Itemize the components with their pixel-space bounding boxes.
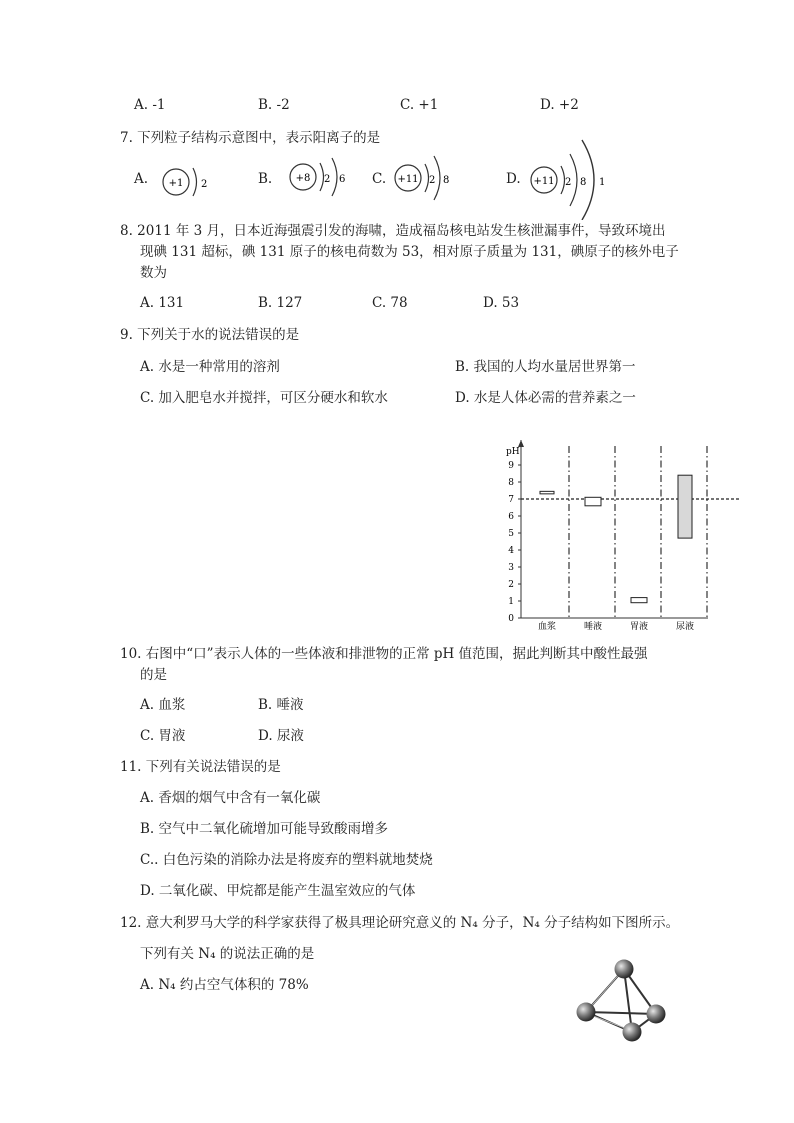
q7-option-c-label: C. xyxy=(372,171,387,187)
ph-range-bar-4 xyxy=(678,475,692,538)
atom-structure-c-diagram xyxy=(392,150,472,206)
y-tick-label: 0 xyxy=(508,614,514,624)
y-tick-label: 5 xyxy=(508,529,514,539)
atom-structure-a-diagram xyxy=(158,160,218,204)
q8-stem-line-1: 8. 2011 年 3 月，日本近海强震引发的海啸，造成福岛核电站发生核泄漏事件，导致环境出 xyxy=(120,223,666,239)
q11-option-b[interactable]: B. 空气中二氧化硫增加可能导致酸雨增多 xyxy=(140,821,389,837)
q10-option-d[interactable]: D. 尿液 xyxy=(258,728,304,744)
q9-stem: 9. 下列关于水的说法错误的是 xyxy=(120,327,300,343)
q10-stem-line-2: 的是 xyxy=(140,667,167,683)
nucleus-charge: +8 xyxy=(295,173,311,184)
q12-option-a[interactable]: A. N₄ 约占空气体积的 78% xyxy=(140,977,309,993)
q10-stem-line-1: 10. 右图中“口”表示人体的一些体液和排泄物的正常 pH 值范围，据此判断其中酸性最强 xyxy=(120,646,648,662)
nucleus-charge: +11 xyxy=(533,176,555,187)
q10-option-b[interactable]: B. 唾液 xyxy=(258,697,304,713)
x-category-label: 胃液 xyxy=(629,622,649,632)
x-category-label: 唾液 xyxy=(583,622,603,632)
q11-stem: 11. 下列有关说法错误的是 xyxy=(120,759,281,775)
shell-electrons: 8 xyxy=(580,177,587,188)
y-tick-label: 8 xyxy=(508,478,514,488)
atom-structure-d-diagram xyxy=(528,136,612,220)
y-tick-label: 6 xyxy=(508,512,514,522)
nucleus-charge: +1 xyxy=(168,178,184,189)
nitrogen-atom xyxy=(577,1003,596,1022)
nitrogen-atom xyxy=(647,1005,666,1024)
electron-shell-arc xyxy=(332,158,337,196)
y-tick-label: 2 xyxy=(508,580,514,590)
y-tick-label: 1 xyxy=(508,597,514,607)
x-category-label: 尿液 xyxy=(675,622,695,632)
shell-electrons: 2 xyxy=(429,175,436,186)
ph-range-chart xyxy=(498,438,744,634)
n4-molecule-structure-diagram xyxy=(574,956,668,1048)
electron-shell-arc xyxy=(425,164,429,192)
q8-stem-line-3: 数为 xyxy=(140,265,167,281)
q7-option-b-label: B. xyxy=(258,171,273,187)
q11-option-d[interactable]: D. 二氧化碳、甲烷都是能产生温室效应的气体 xyxy=(140,883,416,899)
electron-shell-arc xyxy=(320,163,324,191)
q12-stem-line-2: 下列有关 N₄ 的说法正确的是 xyxy=(140,946,315,962)
q11-option-a[interactable]: A. 香烟的烟气中含有一氧化碳 xyxy=(140,790,321,806)
q7-option-d-label: D. xyxy=(506,171,521,187)
q8-option-b[interactable]: B. 127 xyxy=(258,295,303,311)
shell-electrons: 8 xyxy=(443,175,450,186)
atom-structure-b-diagram xyxy=(286,155,356,201)
ph-range-bar-1 xyxy=(540,491,554,494)
shell-electrons: 1 xyxy=(599,177,606,188)
q10-option-c[interactable]: C. 胃液 xyxy=(140,728,186,744)
q6-option-d[interactable]: D. +2 xyxy=(540,97,579,113)
shell-electrons: 6 xyxy=(339,174,346,185)
q11-option-c[interactable]: C.. 白色污染的消除办法是将废弃的塑料就地焚烧 xyxy=(140,852,433,868)
q9-option-a[interactable]: A. 水是一种常用的溶剂 xyxy=(140,359,280,375)
q9-option-d[interactable]: D. 水是人体必需的营养素之一 xyxy=(455,390,636,406)
nitrogen-atom xyxy=(623,1023,642,1042)
y-tick-label: 7 xyxy=(508,495,514,505)
q9-option-b[interactable]: B. 我国的人均水量居世界第一 xyxy=(455,359,636,375)
q8-stem-line-2: 现碘 131 超标，碘 131 原子的核电荷数为 53，相对原子质量为 131，碘原子的核外电子 xyxy=(140,244,679,260)
q6-option-c[interactable]: C. +1 xyxy=(400,97,439,113)
q7-option-a-label: A. xyxy=(134,171,149,187)
q6-option-a[interactable]: A. -1 xyxy=(134,97,166,113)
q7-stem: 7. 下列粒子结构示意图中，表示阳离子的是 xyxy=(120,130,381,146)
ph-range-bar-2 xyxy=(585,497,601,506)
shell-electrons: 2 xyxy=(324,174,331,185)
nitrogen-atom xyxy=(615,960,634,979)
q8-option-a[interactable]: A. 131 xyxy=(140,295,185,311)
electron-shell-arc xyxy=(561,166,565,194)
shell-electrons: 2 xyxy=(201,179,208,190)
x-category-label: 血浆 xyxy=(537,622,557,632)
y-tick-label: 9 xyxy=(508,461,514,471)
y-tick-label: 4 xyxy=(508,546,514,556)
q12-stem-line-1: 12. 意大利罗马大学的科学家获得了极具理论研究意义的 N₄ 分子，N₄ 分子结构如下图所示。 xyxy=(120,915,680,931)
q8-option-c[interactable]: C. 78 xyxy=(372,295,408,311)
q6-option-b[interactable]: B. -2 xyxy=(258,97,290,113)
y-axis-label: pH xyxy=(506,447,520,457)
y-axis-arrow xyxy=(518,440,524,447)
shell-electrons: 2 xyxy=(565,177,572,188)
q9-option-c[interactable]: C. 加入肥皂水并搅拌，可区分硬水和软水 xyxy=(140,390,388,406)
ph-range-bar-3 xyxy=(631,598,647,603)
nucleus-charge: +11 xyxy=(397,174,419,185)
y-tick-label: 3 xyxy=(508,563,514,573)
electron-shell-arc xyxy=(193,168,197,196)
q10-option-a[interactable]: A. 血浆 xyxy=(140,697,186,713)
q8-option-d[interactable]: D. 53 xyxy=(483,295,520,311)
